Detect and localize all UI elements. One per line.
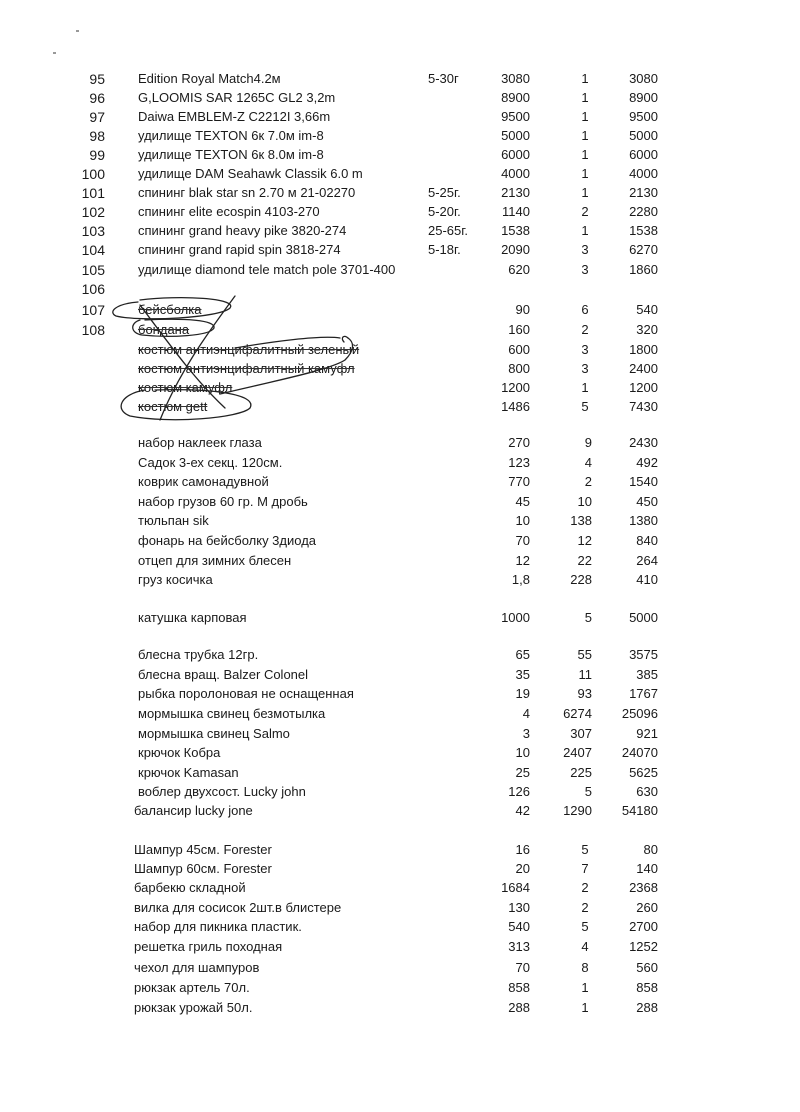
item-price: 16 <box>515 842 530 857</box>
row-number: 104 <box>81 242 105 258</box>
table-row <box>0 359 800 379</box>
item-total: 1380 <box>629 513 658 528</box>
item-price: 123 <box>508 455 530 470</box>
item-weight: 5-20г. <box>428 204 461 219</box>
item-name: удилище diamond tele match pole 3701-400 <box>138 262 396 277</box>
item-name: удилище TEXTON 6к 8.0м im-8 <box>138 147 324 162</box>
table-row <box>0 378 800 398</box>
item-total: 288 <box>636 1000 658 1015</box>
table-row <box>0 320 800 340</box>
item-name: спининг grand rapid spin 3818-274 <box>138 242 341 257</box>
item-total: 450 <box>636 494 658 509</box>
item-price: 12 <box>515 553 530 568</box>
table-row <box>0 279 800 299</box>
item-qty: 1 <box>581 147 589 162</box>
item-price: 3080 <box>501 71 530 86</box>
table-row <box>0 840 800 860</box>
item-qty: 3 <box>581 262 589 277</box>
item-name: Edition Royal Match4.2м <box>138 71 281 86</box>
item-weight: 5-18г. <box>428 242 461 257</box>
scan-speck <box>76 30 79 32</box>
item-total: 2430 <box>629 435 658 450</box>
item-total: 2280 <box>629 204 658 219</box>
item-name: удилище DAM Seahawk Classik 6.0 m <box>138 166 363 181</box>
table-row <box>0 998 800 1018</box>
item-price: 160 <box>508 322 530 337</box>
row-number: 107 <box>81 302 105 318</box>
item-qty: 1 <box>581 185 589 200</box>
item-price: 2130 <box>501 185 530 200</box>
item-price: 1684 <box>501 880 530 895</box>
item-price: 1000 <box>501 610 530 625</box>
table-row <box>0 88 800 108</box>
item-name: рыбка поролоновая не оснащенная <box>138 686 354 701</box>
item-qty: 5 <box>581 919 589 934</box>
table-row <box>0 397 800 417</box>
item-price: 313 <box>508 939 530 954</box>
item-weight: 5-30г <box>428 71 459 86</box>
item-total: 80 <box>643 842 658 857</box>
item-total: 1252 <box>629 939 658 954</box>
item-qty: 2 <box>581 900 589 915</box>
item-name: Садок 3-ех секц. 120см. <box>138 455 283 470</box>
item-weight: 25-65г. <box>428 223 469 238</box>
item-qty: 5 <box>584 610 592 625</box>
table-row <box>0 492 800 512</box>
table-row <box>0 126 800 146</box>
item-price: 620 <box>508 262 530 277</box>
table-row <box>0 801 800 821</box>
item-price: 126 <box>508 784 530 799</box>
item-name: удилище TEXTON 6к 7.0м im-8 <box>138 128 324 143</box>
item-qty: 9 <box>584 435 592 450</box>
item-price: 65 <box>515 647 530 662</box>
table-row <box>0 145 800 165</box>
item-qty: 5 <box>584 784 592 799</box>
row-number: 108 <box>81 322 105 338</box>
item-total: 3080 <box>629 71 658 86</box>
table-row <box>0 743 800 763</box>
row-number: 100 <box>81 166 105 182</box>
item-qty: 2 <box>581 322 589 337</box>
table-row <box>0 665 800 685</box>
item-price: 20 <box>515 861 530 876</box>
item-name: мормышка свинец Salmo <box>138 726 290 741</box>
item-total: 5625 <box>629 765 658 780</box>
table-row <box>0 340 800 360</box>
table-row <box>0 917 800 937</box>
row-number: 101 <box>81 185 105 201</box>
item-total: 260 <box>636 900 658 915</box>
item-qty: 6274 <box>563 706 592 721</box>
item-qty: 5 <box>581 399 589 414</box>
item-qty: 1 <box>581 223 589 238</box>
item-qty: 3 <box>581 342 589 357</box>
item-name: груз косичка <box>138 572 213 587</box>
item-total: 1800 <box>629 342 658 357</box>
item-qty: 1 <box>581 71 589 86</box>
item-name: вилка для сосисок 2шт.в блистере <box>134 900 342 915</box>
item-total: 630 <box>636 784 658 799</box>
item-total: 5000 <box>629 610 658 625</box>
item-qty: 8 <box>581 960 589 975</box>
item-qty: 225 <box>570 765 592 780</box>
item-name: коврик самонадувной <box>138 474 269 489</box>
row-number: 96 <box>89 90 105 106</box>
item-total: 1538 <box>629 223 658 238</box>
item-price: 288 <box>508 1000 530 1015</box>
item-name: крючок Kamasan <box>138 765 239 780</box>
item-price: 5000 <box>501 128 530 143</box>
item-total: 7430 <box>629 399 658 414</box>
item-total: 6270 <box>629 242 658 257</box>
table-row <box>0 878 800 898</box>
item-qty: 3 <box>581 242 589 257</box>
item-total: 3575 <box>629 647 658 662</box>
scan-speck <box>53 52 56 54</box>
item-total: 840 <box>636 533 658 548</box>
table-row <box>0 202 800 222</box>
item-price: 42 <box>515 803 530 818</box>
item-total: 9500 <box>629 109 658 124</box>
item-price: 4000 <box>501 166 530 181</box>
item-name: чехол для шампуров <box>134 960 260 975</box>
item-price: 8900 <box>501 90 530 105</box>
item-qty: 2407 <box>563 745 592 760</box>
item-name: костюм антиэнцифалитный камуфл <box>138 361 355 376</box>
table-row <box>0 433 800 453</box>
item-total: 492 <box>636 455 658 470</box>
item-price: 130 <box>508 900 530 915</box>
table-row <box>0 300 800 320</box>
item-name: воблер двухсост. Lucky john <box>138 784 306 799</box>
item-name: мормышка свинец безмотылка <box>138 706 326 721</box>
item-qty: 2 <box>581 204 589 219</box>
item-total: 2130 <box>629 185 658 200</box>
item-total: 1767 <box>629 686 658 701</box>
item-qty: 4 <box>581 939 589 954</box>
item-name: костюм камуфл <box>138 380 233 395</box>
item-name: тюльпан sik <box>138 513 209 528</box>
item-total: 2400 <box>629 361 658 376</box>
table-row <box>0 645 800 665</box>
item-name: Шампур 45см. Forester <box>134 842 272 857</box>
item-price: 2090 <box>501 242 530 257</box>
item-price: 1486 <box>501 399 530 414</box>
table-row <box>0 704 800 724</box>
item-total: 4000 <box>629 166 658 181</box>
item-name: решетка гриль походная <box>134 939 283 954</box>
table-row <box>0 763 800 783</box>
item-qty: 2 <box>584 474 592 489</box>
item-qty: 1 <box>581 1000 589 1015</box>
item-weight: 5-25г. <box>428 185 461 200</box>
item-price: 858 <box>508 980 530 995</box>
item-price: 10 <box>515 513 530 528</box>
item-qty: 10 <box>577 494 592 509</box>
table-row <box>0 898 800 918</box>
item-name: спининг elite ecospin 4103-270 <box>138 204 320 219</box>
item-price: 540 <box>508 919 530 934</box>
row-number: 102 <box>81 204 105 220</box>
table-row <box>0 978 800 998</box>
table-row <box>0 958 800 978</box>
table-row <box>0 608 800 628</box>
item-price: 10 <box>515 745 530 760</box>
item-price: 1,8 <box>511 572 530 587</box>
item-price: 800 <box>508 361 530 376</box>
item-qty: 12 <box>577 533 592 548</box>
item-name: набор для пикника пластик. <box>134 919 302 934</box>
table-row <box>0 937 800 957</box>
item-name: рюкзак урожай 50л. <box>134 1000 253 1015</box>
item-total: 1540 <box>629 474 658 489</box>
item-total: 8900 <box>629 90 658 105</box>
table-row <box>0 453 800 473</box>
item-price: 19 <box>515 686 530 701</box>
item-price: 90 <box>515 302 530 317</box>
item-total: 25096 <box>621 706 658 721</box>
row-number: 97 <box>89 109 105 125</box>
item-total: 2368 <box>629 880 658 895</box>
item-name: бондана <box>138 322 190 337</box>
item-price: 1200 <box>501 380 530 395</box>
item-price: 45 <box>515 494 530 509</box>
item-qty: 1 <box>581 90 589 105</box>
item-price: 70 <box>515 533 530 548</box>
item-qty: 1 <box>581 166 589 181</box>
item-qty: 1 <box>581 109 589 124</box>
item-name: блесна вращ. Balzer Colonel <box>138 667 309 682</box>
item-total: 1200 <box>629 380 658 395</box>
item-qty: 307 <box>570 726 592 741</box>
item-name: Шампур 60см. Forester <box>134 861 272 876</box>
item-qty: 2 <box>581 880 589 895</box>
item-total: 54180 <box>621 803 658 818</box>
item-price: 270 <box>508 435 530 450</box>
item-total: 320 <box>636 322 658 337</box>
item-qty: 1290 <box>563 803 592 818</box>
row-number: 105 <box>81 262 105 278</box>
item-price: 1140 <box>502 204 530 219</box>
item-price: 70 <box>515 960 530 975</box>
row-number: 103 <box>81 223 105 239</box>
item-total: 560 <box>636 960 658 975</box>
table-row <box>0 551 800 571</box>
table-row <box>0 531 800 551</box>
item-name: крючок Кобра <box>138 745 221 760</box>
item-total: 410 <box>636 572 658 587</box>
item-name: блесна трубка 12гр. <box>138 647 259 662</box>
item-qty: 138 <box>570 513 592 528</box>
item-qty: 55 <box>577 647 592 662</box>
item-qty: 6 <box>581 302 589 317</box>
item-name: G,LOOMIS SAR 1265C GL2 3,2m <box>138 90 336 105</box>
item-total: 858 <box>636 980 658 995</box>
item-total: 1860 <box>629 262 658 277</box>
item-name: спининг grand heavy pike 3820-274 <box>138 223 347 238</box>
item-qty: 22 <box>577 553 592 568</box>
item-name: костюм антиэнцифалитный зеленый <box>138 342 360 357</box>
table-row <box>0 164 800 184</box>
item-price: 35 <box>515 667 530 682</box>
table-row <box>0 221 800 241</box>
item-qty: 1 <box>581 980 589 995</box>
item-qty: 1 <box>581 380 589 395</box>
item-price: 600 <box>508 342 530 357</box>
item-name: набор грузов 60 гр. М дробь <box>138 494 308 509</box>
table-row <box>0 570 800 590</box>
table-row <box>0 260 800 280</box>
item-name: катушка карповая <box>138 610 247 625</box>
item-total: 264 <box>636 553 658 568</box>
item-name: фонарь на бейсболку 3диода <box>138 533 317 548</box>
item-name: рюкзак артель 70л. <box>134 980 250 995</box>
item-total: 6000 <box>629 147 658 162</box>
item-total: 24070 <box>621 745 658 760</box>
item-name: набор наклеек глаза <box>138 435 262 450</box>
row-number: 106 <box>81 281 105 297</box>
table-row <box>0 724 800 744</box>
item-qty: 4 <box>584 455 592 470</box>
item-name: балансир lucky jone <box>134 803 253 818</box>
table-row <box>0 511 800 531</box>
item-qty: 5 <box>581 842 589 857</box>
item-qty: 7 <box>581 861 589 876</box>
table-row <box>0 107 800 127</box>
item-total: 2700 <box>629 919 658 934</box>
item-price: 9500 <box>501 109 530 124</box>
item-name: Daiwa EMBLEM-Z C2212I 3,66m <box>138 109 331 124</box>
table-row <box>0 782 800 802</box>
item-qty: 11 <box>578 667 592 682</box>
row-number: 95 <box>89 71 105 87</box>
item-name: спининг blak star sn 2.70 м 21-02270 <box>138 185 356 200</box>
item-price: 3 <box>522 726 530 741</box>
item-total: 385 <box>636 667 658 682</box>
row-number: 98 <box>89 128 105 144</box>
item-qty: 228 <box>570 572 592 587</box>
table-row <box>0 859 800 879</box>
table-row <box>0 472 800 492</box>
item-qty: 3 <box>581 361 589 376</box>
row-number: 99 <box>89 147 105 163</box>
table-row <box>0 240 800 260</box>
item-price: 6000 <box>501 147 530 162</box>
item-name: барбекю складной <box>134 880 246 895</box>
item-name: отцеп для зимних блесен <box>138 553 292 568</box>
item-total: 140 <box>636 861 658 876</box>
table-row <box>0 684 800 704</box>
item-price: 25 <box>515 765 530 780</box>
item-name: костюм gett <box>138 399 208 414</box>
item-price: 1538 <box>501 223 530 238</box>
table-row <box>0 183 800 203</box>
item-total: 5000 <box>629 128 658 143</box>
item-qty: 1 <box>581 128 589 143</box>
item-total: 921 <box>636 726 658 741</box>
table-row <box>0 69 800 89</box>
item-total: 540 <box>636 302 658 317</box>
item-name: бейсболка <box>138 302 202 317</box>
item-price: 4 <box>522 706 530 721</box>
item-price: 770 <box>508 474 530 489</box>
item-qty: 93 <box>577 686 592 701</box>
